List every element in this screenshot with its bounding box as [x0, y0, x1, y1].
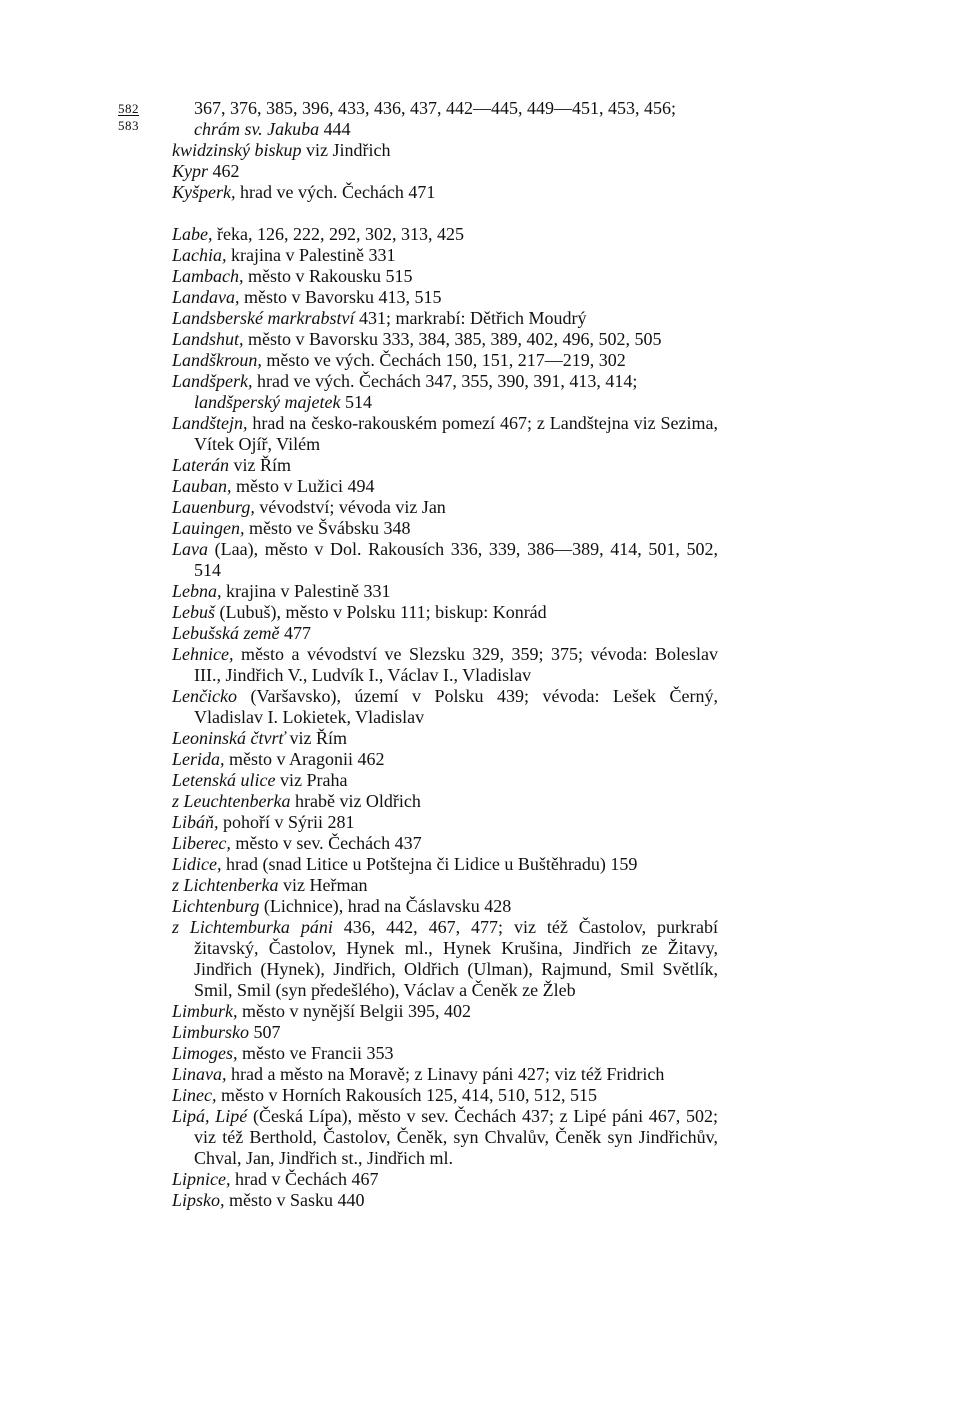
index-term: Landšperk,	[172, 371, 253, 391]
index-entry	[172, 602, 718, 623]
index-description: město v Bavorsku 413, 515	[239, 287, 442, 307]
index-entry	[172, 476, 718, 497]
index-entry	[172, 833, 718, 854]
index-entry	[172, 623, 718, 644]
index-description: (Lubuš), město v Polsku 111; biskup: Konrád	[215, 602, 547, 622]
index-entry	[172, 875, 718, 896]
index-description: město v Lužici 494	[231, 476, 375, 496]
index-term: Laterán	[172, 455, 230, 475]
index-description: město ve Francii 353	[237, 1043, 394, 1063]
index-term: Lidice,	[172, 854, 222, 874]
index-term: Landškroun,	[172, 350, 262, 370]
index-term: z Leuchtenberka	[172, 791, 291, 811]
index-term: Lachia,	[172, 245, 227, 265]
index-entry	[172, 455, 718, 476]
index-term: Lichtenburg	[172, 896, 260, 916]
index-entry	[172, 371, 718, 392]
index-term: Labe,	[172, 224, 213, 244]
index-description: město v Aragonii 462	[224, 749, 385, 769]
index-description: (Česká Lípa), město v sev. Čechách 437; z Lipé páni 467, 502; viz též Berthold, Častolov, Čeněk, syn Chvalův, Čeněk syn Jindřichův, Chval, Jan, Jindřich st., Jindřich ml.	[194, 1106, 719, 1168]
index-description: hrad v Čechách 467	[230, 1169, 379, 1189]
index-entry	[172, 1190, 718, 1211]
index-entry	[172, 728, 718, 749]
index-entry	[172, 350, 718, 371]
index-entry	[172, 1064, 718, 1085]
index-term: Libáň,	[172, 812, 219, 832]
index-description: viz Řím	[229, 455, 292, 475]
index-entry	[172, 812, 718, 833]
index-entry	[172, 329, 718, 350]
index-term: Lauingen,	[172, 518, 245, 538]
index-description: hrad (snad Litice u Potštejna či Lidice u Buštěhradu) 159	[221, 854, 638, 874]
index-description: 431; markrabí: Dětřich Moudrý	[354, 308, 587, 328]
index-entry	[172, 1085, 718, 1106]
index-description: město v Horních Rakousích 125, 414, 510, 512, 515	[216, 1085, 597, 1105]
index-term: Lipnice,	[172, 1169, 231, 1189]
index-description: město a vévodství ve Slezsku 329, 359; 375; vévoda: Boleslav III., Jindřich V., Ludvík I., Václav I., Vladislav	[194, 644, 718, 685]
index-term: Kyšperk,	[172, 182, 236, 202]
index-term: Lebušská země	[172, 623, 280, 643]
index-term: Limburk,	[172, 1001, 238, 1021]
index-entry	[172, 581, 718, 602]
index-entry	[172, 791, 718, 812]
index-description: (Lichnice), hrad na Čáslavsku 428	[259, 896, 512, 916]
index-entry	[172, 119, 718, 140]
index-entry	[172, 917, 718, 1001]
index-entry	[172, 140, 718, 161]
index-description: viz Řím	[285, 728, 348, 748]
index-term: Lenčicko	[172, 686, 237, 706]
page-number-left: 582	[118, 101, 139, 116]
index-entry	[172, 1001, 718, 1022]
index-term: chrám sv. Jakuba	[194, 119, 320, 139]
index-term: Liberec,	[172, 833, 231, 853]
index-term: Leoninská čtvrť	[172, 728, 286, 748]
index-entry	[172, 161, 718, 182]
index-entry	[172, 770, 718, 791]
index-description: 462	[208, 161, 240, 181]
index-term: Lava	[172, 539, 208, 559]
index-term: z Lichtemburka páni	[172, 917, 333, 937]
index-entry	[172, 1169, 718, 1190]
index-term: Lerida,	[172, 749, 225, 769]
index-term: Limoges,	[172, 1043, 238, 1063]
index-description: město v Rakousku 515	[243, 266, 413, 286]
index-entry	[172, 1106, 718, 1169]
index-term: Lebuš	[172, 602, 216, 622]
index-description: viz Jindřich	[301, 140, 391, 160]
index-description: 514	[340, 392, 372, 412]
index-entry	[172, 245, 718, 266]
index-description: město v sev. Čechách 437	[230, 833, 422, 853]
index-description: krajina v Palestině 331	[226, 245, 396, 265]
index-description: (Varšavsko), území v Polsku 439; vévoda: Lešek Černý, Vladislav I. Lokietek, Vladislav	[194, 686, 718, 727]
index-term: Landsberské markrabství	[172, 308, 355, 328]
index-description: 436, 442, 467, 477; viz též Častolov, purkrabí žitavský, Častolov, Hynek ml., Hynek Krušina, Jindřich ze Žitavy, Jindřich (Hynek), Jindřich, Oldřich (Ulman), Rajmund, Smil Světlík, Smil, Smil (syn předešlého), Václav a Čeněk ze Žleb	[194, 917, 718, 1000]
index-description: vévodství; vévoda viz Jan	[254, 497, 446, 517]
page-number-right: 583	[118, 118, 139, 133]
index-entry	[172, 749, 718, 770]
index-description: 367, 376, 385, 396, 433, 436, 437, 442—445, 449—451, 453, 456;	[194, 98, 677, 118]
index-description: hrad ve vých. Čechách 347, 355, 390, 391, 413, 414;	[252, 371, 638, 391]
index-entry	[172, 1022, 718, 1043]
index-term: Lambach,	[172, 266, 244, 286]
index-term: Limbursko	[172, 1022, 250, 1042]
index-term: Lauenburg,	[172, 497, 255, 517]
index-description: řeka, 126, 222, 292, 302, 313, 425	[212, 224, 464, 244]
index-term: Lipsko,	[172, 1190, 225, 1210]
index-term: z Lichtenberka	[172, 875, 279, 895]
index-description: město v Sasku 440	[224, 1190, 365, 1210]
index-term: landšperský majetek	[194, 392, 341, 412]
index-entry	[172, 98, 718, 119]
index-description: 477	[279, 623, 311, 643]
index-description: hrabě viz Oldřich	[290, 791, 421, 811]
index-description: hrad na česko-rakouském pomezí 467; z Landštejna viz Sezima, Vítek Ojíř, Vilém	[194, 413, 718, 454]
index-description: město v Bavorsku 333, 384, 385, 389, 402, 496, 502, 505	[243, 329, 662, 349]
index-entry	[172, 413, 718, 455]
index-entry	[172, 1043, 718, 1064]
index-entry	[172, 287, 718, 308]
index-entry	[172, 182, 718, 203]
index-description: 507	[249, 1022, 281, 1042]
index-term: Lehnice,	[172, 644, 234, 664]
index-term: Landštejn,	[172, 413, 248, 433]
index-description: město ve vých. Čechách 150, 151, 217—219, 302	[261, 350, 626, 370]
index-entry	[172, 686, 718, 728]
index-term: Lebna,	[172, 581, 222, 601]
index-description: krajina v Palestině 331	[221, 581, 391, 601]
index-term: Lauban,	[172, 476, 232, 496]
index-entry	[172, 224, 718, 245]
index-term: Lipá, Lipé	[172, 1106, 248, 1126]
index-term: Landshut,	[172, 329, 244, 349]
index-term: Letenská ulice	[172, 770, 276, 790]
index-entry	[172, 266, 718, 287]
index-term: Linava,	[172, 1064, 227, 1084]
index-column	[172, 98, 718, 1211]
index-term: Kypr	[172, 161, 208, 181]
index-entry	[172, 644, 718, 686]
page-numbers	[118, 100, 139, 134]
index-description: hrad ve vých. Čechách 471	[235, 182, 436, 202]
index-entry	[172, 497, 718, 518]
index-entry	[172, 854, 718, 875]
index-term: Landava,	[172, 287, 240, 307]
index-entry	[172, 539, 718, 581]
index-description: hrad a město na Moravě; z Linavy páni 427; viz též Fridrich	[226, 1064, 665, 1084]
index-description: město ve Švábsku 348	[244, 518, 411, 538]
index-description: 444	[319, 119, 351, 139]
index-description: město v nynější Belgii 395, 402	[237, 1001, 472, 1021]
index-term: kwidzinský biskup	[172, 140, 302, 160]
index-entry	[172, 896, 718, 917]
index-description: pohoří v Sýrii 281	[218, 812, 355, 832]
index-description: viz Praha	[275, 770, 348, 790]
index-entry	[172, 518, 718, 539]
index-entry	[172, 308, 718, 329]
index-entry	[172, 392, 718, 413]
index-description: viz Heřman	[278, 875, 368, 895]
index-description: (Laa), město v Dol. Rakousích 336, 339, 386—389, 414, 501, 502, 514	[194, 539, 718, 580]
index-term: Linec,	[172, 1085, 217, 1105]
